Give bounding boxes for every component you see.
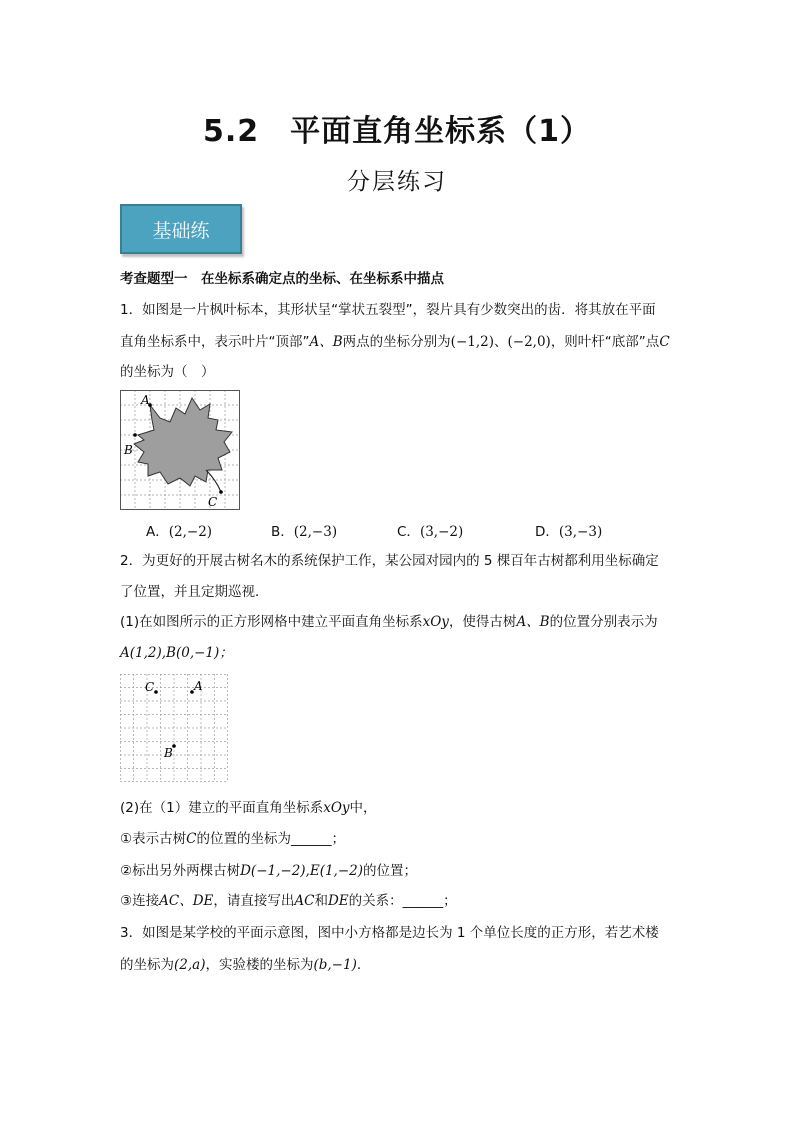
option-letter: A．: [146, 524, 169, 540]
option-letter: B．: [271, 524, 294, 540]
q2-ac: AC: [294, 893, 315, 909]
q2-text: 的关系：: [348, 893, 403, 909]
option-text: (2,−2): [168, 524, 213, 540]
q2-text: ①表示古树: [120, 831, 187, 847]
q1-option-c[interactable]: [397, 520, 463, 540]
q2-point-c: C: [186, 831, 197, 847]
q1-point-c: C: [659, 334, 670, 350]
q1-coords: (−1,2)、(−2,0): [450, 334, 551, 350]
section-title: 考查题型一 在坐标系确定点的坐标、在坐标系中描点: [120, 271, 444, 287]
q2-item2: [120, 861, 680, 881]
q2-part1-line1: [120, 612, 680, 632]
point-b-dot: [133, 433, 137, 437]
q2-xoy: xOy: [422, 614, 449, 630]
q2-text: 的位置；: [363, 863, 418, 879]
q3-line2: [120, 955, 680, 975]
q2-text: 中，: [349, 800, 377, 816]
q1-points-ab: A、B: [309, 334, 343, 350]
q2-text: (2)在（1）建立的平面直角坐标系: [120, 800, 324, 816]
q2-de: DE: [327, 893, 349, 909]
q2-de-coords: D(−1,−2),E(1,−2): [240, 863, 364, 879]
maple-leaf-shape: [134, 398, 232, 486]
q2-line1: 2．为更好的开展古树名木的系统保护工作，某公园对园内的 5 棵百年古树都利用坐标确定: [120, 553, 659, 569]
point-b-label: B: [124, 443, 133, 457]
q3-line1: 3．如图是某学校的平面示意图，图中小方格都是边长为 1 个单位长度的正方形，若艺术楼: [120, 925, 659, 941]
answer-blank-2[interactable]: ______: [402, 893, 444, 909]
q3-text: 的坐标为: [120, 957, 174, 973]
point-a-label: A: [141, 393, 150, 407]
page-title: 5.2 平面直角坐标系（1）: [202, 114, 592, 149]
option-text: (3,−3): [558, 524, 603, 540]
q2-part1-coords: A(1,2),B(0,−1)；: [120, 645, 233, 661]
level-badge: 基础练: [120, 204, 242, 254]
q2-segments: AC、DE: [159, 893, 214, 909]
q2-item1: [120, 829, 680, 849]
option-text: (3,−2): [419, 524, 464, 540]
q2-text: ；: [331, 831, 345, 847]
q1-line2: [120, 332, 680, 352]
tree-b-label: B: [164, 746, 173, 760]
q2-text: ③连接: [120, 893, 160, 909]
q1-line3: 的坐标为（ ）: [120, 364, 215, 380]
option-letter: D．: [535, 524, 559, 540]
point-c-label: C: [208, 495, 218, 509]
q2-text: 的位置的坐标为: [196, 831, 291, 847]
q2-text: 和: [314, 893, 328, 909]
q2-text: 的位置分别表示为: [549, 614, 658, 630]
q2-text: ，使得古树: [448, 614, 517, 630]
option-letter: C．: [397, 524, 420, 540]
option-text: (2,−3): [293, 524, 338, 540]
q2-part2-line: [120, 798, 680, 818]
tree-grid-figure: [120, 674, 228, 782]
q2-item3: [120, 891, 680, 911]
q1-option-b[interactable]: [271, 520, 337, 540]
q2-points-ab: A、B: [516, 614, 550, 630]
q1-option-d[interactable]: [535, 520, 602, 540]
maple-leaf-figure: [120, 390, 240, 510]
answer-blank-1[interactable]: ______: [290, 831, 332, 847]
q1-text: 直角坐标系中，表示叶片“顶部”: [120, 334, 310, 350]
leaf-stem: [206, 470, 221, 492]
q1-option-a[interactable]: [146, 520, 212, 540]
q3-text: ，实验楼的坐标为: [205, 957, 314, 973]
q2-line2: 了位置，并且定期巡视．: [120, 584, 269, 600]
tree-c-label: C: [145, 680, 155, 694]
q2-xoy: xOy: [323, 800, 350, 816]
q2-text: (1)在如图所示的正方形网格中建立平面直角坐标系: [120, 614, 423, 630]
q3-text: .: [356, 957, 362, 973]
q2-text: ，请直接写出: [213, 893, 295, 909]
tree-a-label: A: [194, 679, 203, 693]
q1-text: ，则叶杆“底部”点: [550, 334, 660, 350]
q3-lab-coords: (b,−1): [313, 957, 357, 973]
q3-art-coords: (2,a): [174, 957, 206, 973]
q2-text: ②标出另外两棵古树: [120, 863, 241, 879]
q1-text: 两点的坐标分别为: [342, 334, 451, 350]
tree-c-dot: [154, 690, 158, 694]
q1-line1: 1．如图是一片枫叶标本，其形状呈“掌状五裂型”，裂片具有少数突出的齿．将其放在平面: [120, 302, 656, 318]
page-subtitle: 分层练习: [347, 169, 447, 195]
point-c-dot: [219, 490, 223, 494]
q2-text: ；: [443, 893, 457, 909]
